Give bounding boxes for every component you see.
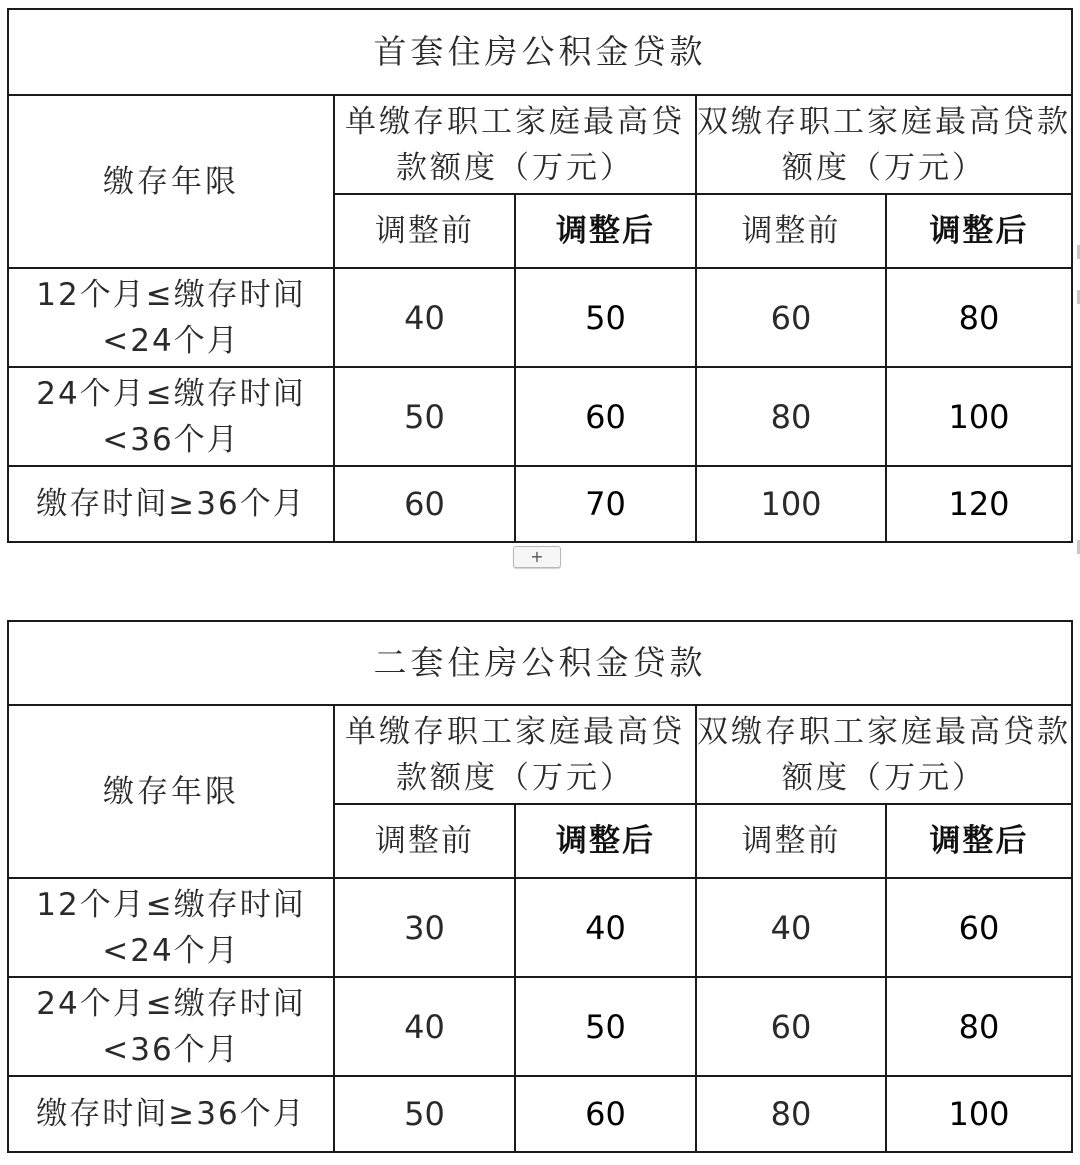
after-adjustment-header: 调整后 bbox=[886, 804, 1072, 878]
first-home-loan-table bbox=[7, 8, 1073, 543]
dual-before-value: 60 bbox=[696, 977, 886, 1076]
single-before-value: 50 bbox=[334, 367, 515, 466]
table-row bbox=[8, 878, 1072, 977]
dual-after-value: 80 bbox=[886, 268, 1072, 367]
dual-before-value: 100 bbox=[696, 466, 886, 542]
dual-before-value: 80 bbox=[696, 1076, 886, 1152]
before-adjustment-header: 调整前 bbox=[696, 804, 886, 878]
add-row-button[interactable] bbox=[513, 546, 561, 568]
single-before-value: 40 bbox=[334, 977, 515, 1076]
period-cell: 缴存时间≥36个月 bbox=[8, 1076, 334, 1152]
dual-household-header: 双缴存职工家庭最高贷款额度（万元） bbox=[696, 705, 1072, 804]
after-adjustment-header: 调整后 bbox=[515, 194, 696, 268]
table-row bbox=[8, 977, 1072, 1076]
single-before-value: 50 bbox=[334, 1076, 515, 1152]
period-line2: <24个月 bbox=[102, 932, 240, 969]
single-household-header: 单缴存职工家庭最高贷款额度（万元） bbox=[334, 705, 696, 804]
single-after-value: 60 bbox=[515, 1076, 696, 1152]
period-line1: 24个月≤缴存时间 bbox=[36, 375, 306, 412]
dual-after-value: 100 bbox=[886, 367, 1072, 466]
single-after-value: 40 bbox=[515, 878, 696, 977]
dual-household-header: 双缴存职工家庭最高贷款额度（万元） bbox=[696, 95, 1072, 194]
period-header: 缴存年限 bbox=[8, 95, 334, 268]
table-row bbox=[8, 367, 1072, 466]
single-after-value: 50 bbox=[515, 977, 696, 1076]
after-adjustment-header: 调整后 bbox=[886, 194, 1072, 268]
period-line1: 12个月≤缴存时间 bbox=[36, 886, 306, 923]
dual-before-value: 80 bbox=[696, 367, 886, 466]
second-home-loan-table bbox=[7, 620, 1073, 1153]
single-after-value: 60 bbox=[515, 367, 696, 466]
period-cell bbox=[8, 878, 334, 977]
dual-after-value: 60 bbox=[886, 878, 1072, 977]
period-line2: <24个月 bbox=[102, 322, 240, 359]
single-after-value: 70 bbox=[515, 466, 696, 542]
single-before-value: 40 bbox=[334, 268, 515, 367]
dual-after-value: 120 bbox=[886, 466, 1072, 542]
dual-before-value: 40 bbox=[696, 878, 886, 977]
single-before-value: 30 bbox=[334, 878, 515, 977]
single-household-header: 单缴存职工家庭最高贷款额度（万元） bbox=[334, 95, 696, 194]
period-line1: 24个月≤缴存时间 bbox=[36, 985, 306, 1022]
period-cell bbox=[8, 268, 334, 367]
single-before-value: 60 bbox=[334, 466, 515, 542]
dual-before-value: 60 bbox=[696, 268, 886, 367]
table-title: 首套住房公积金贷款 bbox=[8, 9, 1072, 95]
before-adjustment-header: 调整前 bbox=[696, 194, 886, 268]
before-adjustment-header: 调整前 bbox=[334, 804, 515, 878]
period-line1: 12个月≤缴存时间 bbox=[36, 276, 306, 313]
period-cell: 缴存时间≥36个月 bbox=[8, 466, 334, 542]
period-line2: <36个月 bbox=[102, 1031, 240, 1068]
single-after-value: 50 bbox=[515, 268, 696, 367]
table-row bbox=[8, 1076, 1072, 1152]
dual-after-value: 80 bbox=[886, 977, 1072, 1076]
period-cell bbox=[8, 977, 334, 1076]
plus-icon: + bbox=[530, 547, 544, 566]
after-adjustment-header: 调整后 bbox=[515, 804, 696, 878]
before-adjustment-header: 调整前 bbox=[334, 194, 515, 268]
dual-after-value: 100 bbox=[886, 1076, 1072, 1152]
period-cell bbox=[8, 367, 334, 466]
table-title: 二套住房公积金贷款 bbox=[8, 621, 1072, 705]
period-header: 缴存年限 bbox=[8, 705, 334, 878]
table-row bbox=[8, 268, 1072, 367]
table-row bbox=[8, 466, 1072, 542]
period-line2: <36个月 bbox=[102, 421, 240, 458]
